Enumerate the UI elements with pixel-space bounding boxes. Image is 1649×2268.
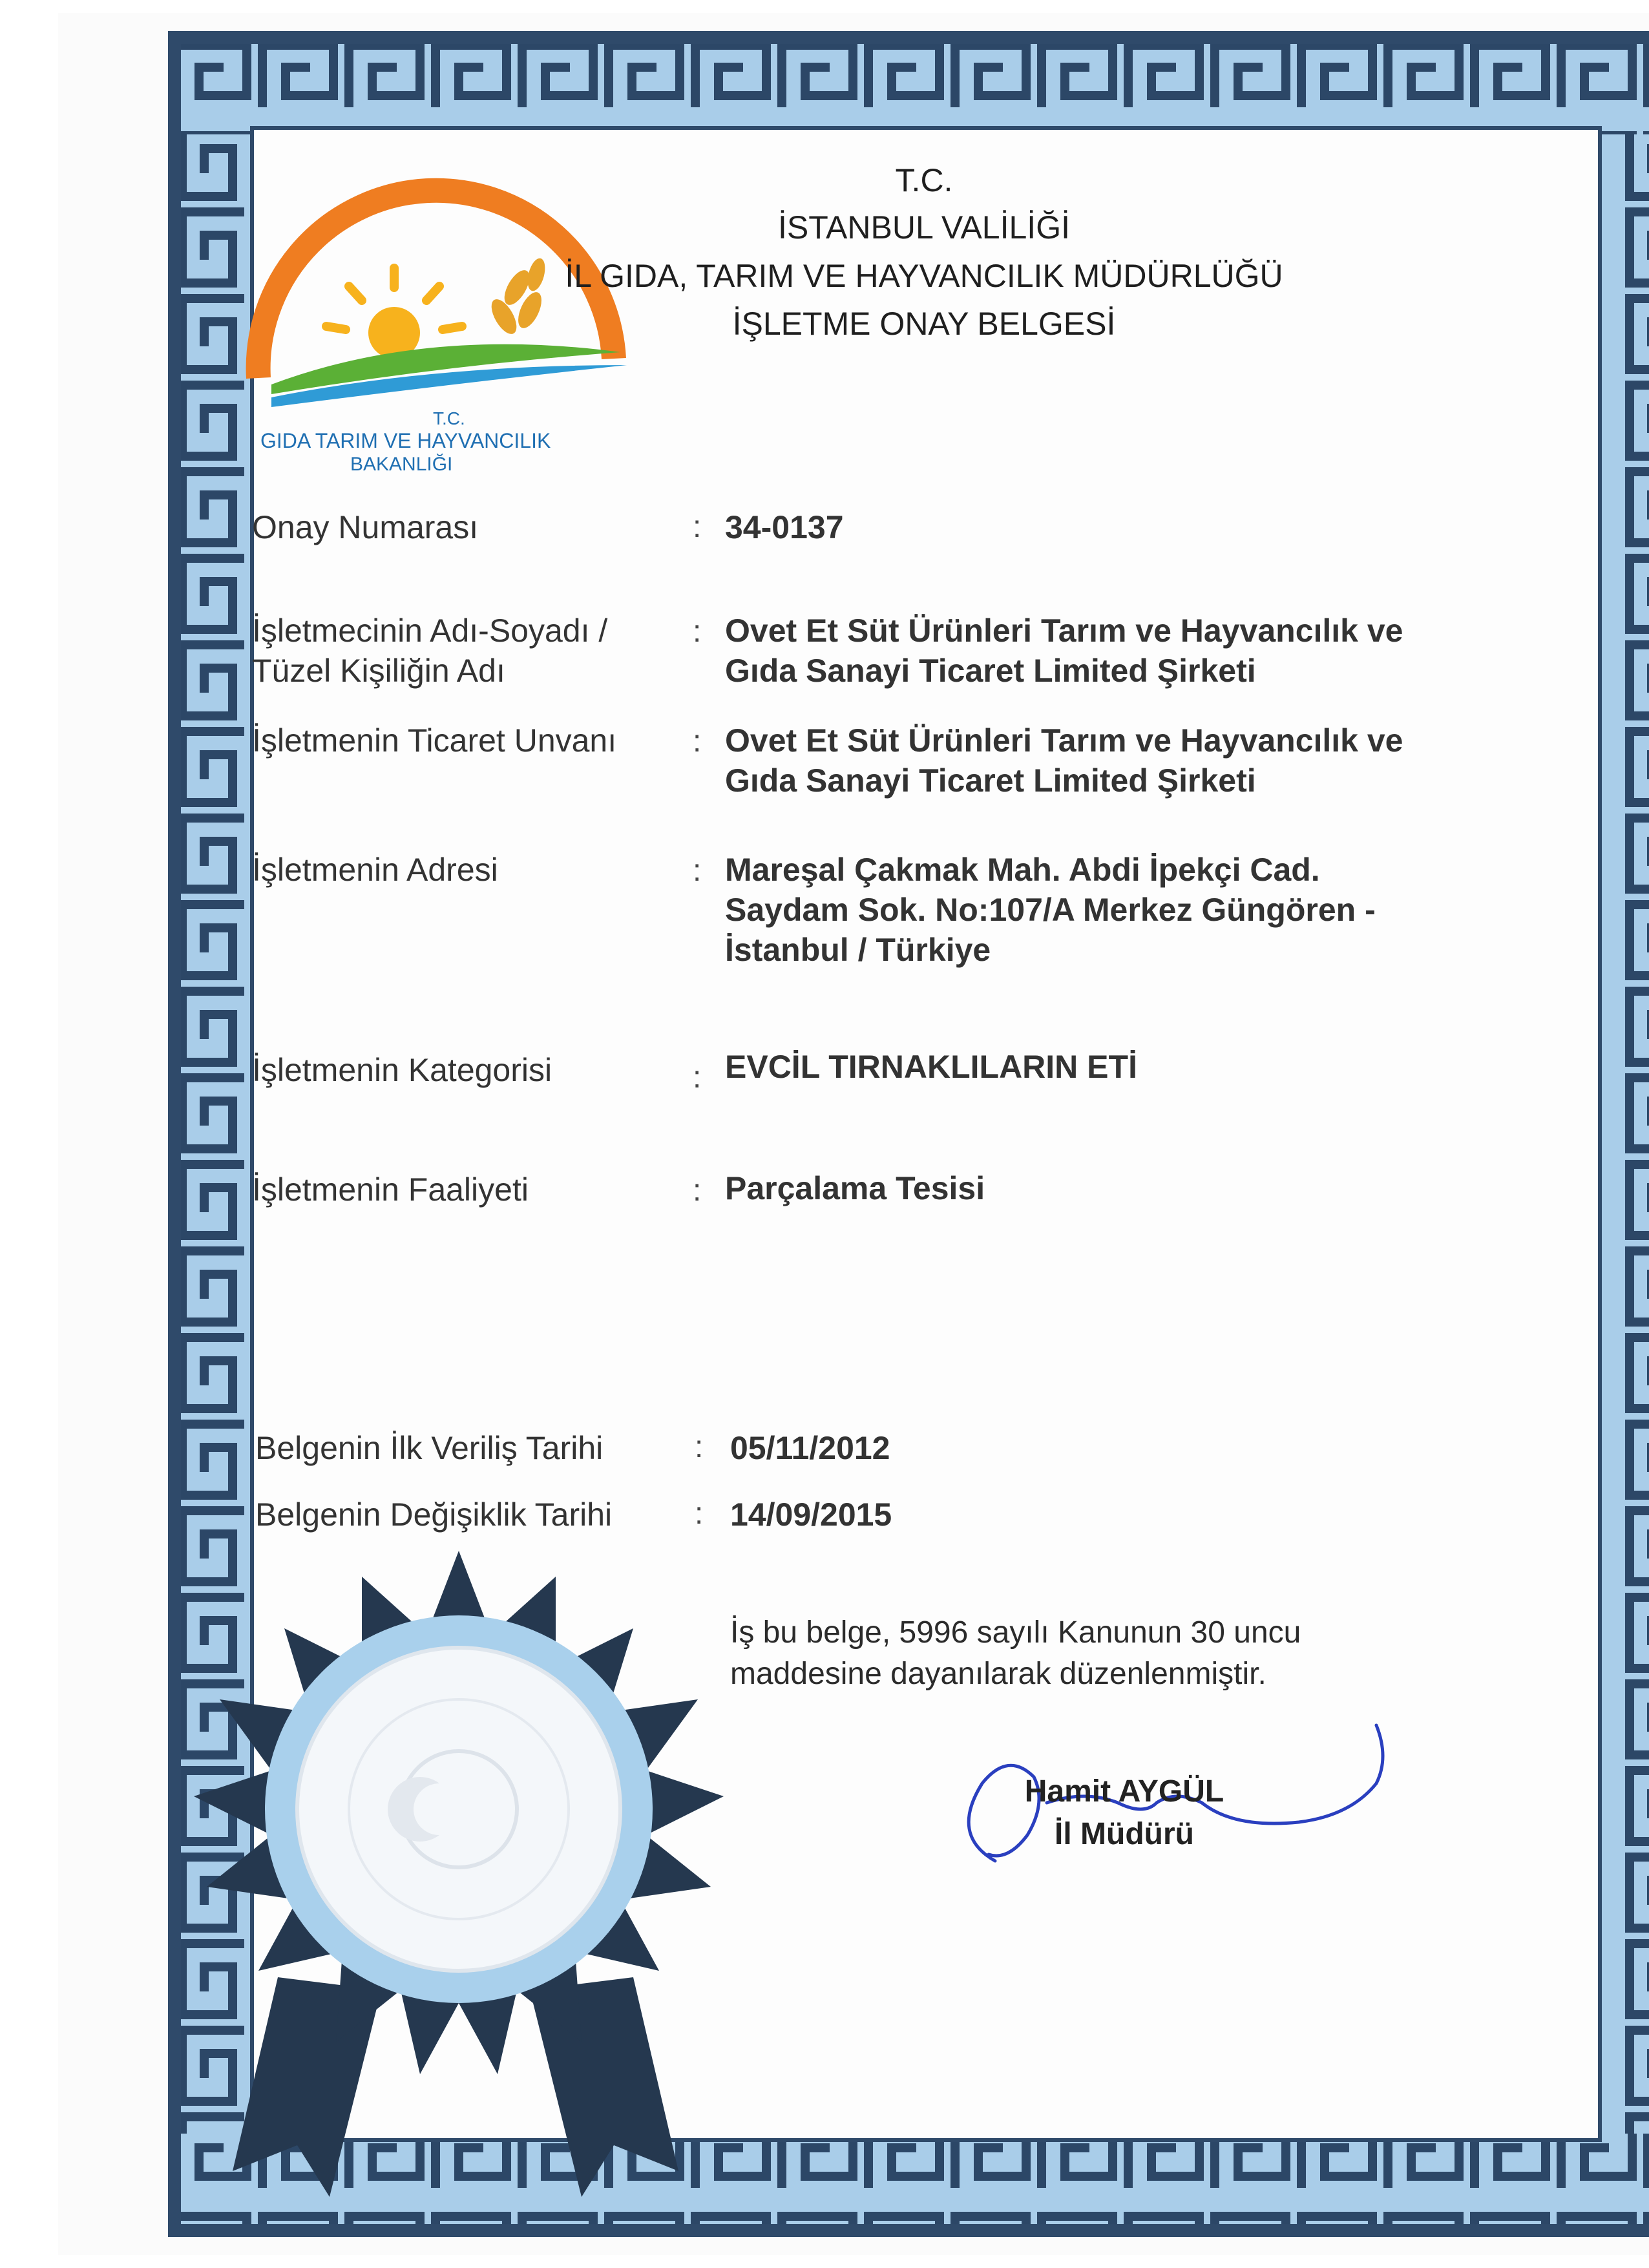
label-isletmeci-adi: İşletmecinin Adı-Soyadı / [252, 613, 608, 649]
logo-line1: GIDA TARIM VE HAYVANCILIK [260, 429, 551, 452]
header-title: İŞLETME ONAY BELGESİ [732, 306, 1116, 342]
value-isletmeci-adi: Ovet Et Süt Ürünleri Tarım ve Hayvancılık ve [725, 613, 1403, 649]
header-valilik: İSTANBUL VALİLİĞİ [777, 209, 1070, 246]
label-ticaret-unvani: İşletmenin Ticaret Unvanı [252, 722, 617, 759]
value-adres-3: İstanbul / Türkiye [725, 932, 991, 968]
colon: : [695, 1496, 704, 1531]
value-adres-2: Saydam Sok. No:107/A Merkez Güngören - [725, 892, 1376, 928]
value-onay-numarasi: 34-0137 [725, 509, 844, 545]
value-ilk-verilis: 05/11/2012 [730, 1430, 890, 1466]
signatory-title: İl Müdürü [1055, 1817, 1194, 1851]
value-isletmeci-adi-2: Gıda Sanayi Ticaret Limited Şirketi [725, 653, 1256, 689]
signatory-name: Hamit AYGÜL [1024, 1774, 1224, 1809]
document-sheet [58, 13, 1649, 2255]
colon: : [693, 854, 702, 888]
colon: : [693, 510, 702, 544]
colon: : [693, 614, 702, 649]
colon: : [695, 1430, 704, 1464]
label-kategori: İşletmenin Kategorisi [252, 1052, 552, 1088]
value-degisiklik: 14/09/2015 [730, 1496, 892, 1533]
colon: : [693, 724, 702, 759]
legal-note-2: maddesine dayanılarak düzenlenmiştir. [730, 1657, 1266, 1691]
label-isletmeci-adi-2: Tüzel Kişiliğin Adı [252, 653, 505, 689]
header-mudurluk: İL GIDA, TARIM VE HAYVANCILIK MÜDÜRLÜĞÜ [565, 258, 1283, 294]
logo-line2: BAKANLIĞI [350, 454, 453, 475]
logo-tc: T.C. [433, 408, 465, 428]
rosette-seal [168, 1525, 750, 2255]
label-adres: İşletmenin Adresi [252, 852, 498, 888]
label-ilk-verilis: Belgenin İlk Veriliş Tarihi [255, 1430, 604, 1466]
label-faaliyet: İşletmenin Faaliyeti [252, 1171, 529, 1208]
value-kategori: EVCİL TIRNAKLILARIN ETİ [725, 1049, 1137, 1085]
label-onay-numarasi: Onay Numarası [252, 509, 479, 545]
value-ticaret-unvani: Ovet Et Süt Ürünleri Tarım ve Hayvancılık ve [725, 722, 1403, 759]
colon: : [693, 1173, 702, 1208]
header-tc: T.C. [895, 162, 953, 198]
value-faaliyet: Parçalama Tesisi [725, 1170, 985, 1206]
legal-note-1: İş bu belge, 5996 sayılı Kanunun 30 uncu [730, 1615, 1301, 1650]
value-adres-1: Mareşal Çakmak Mah. Abdi İpekçi Cad. [725, 852, 1320, 888]
label-degisiklik: Belgenin Değişiklik Tarihi [255, 1496, 613, 1533]
value-ticaret-unvani-2: Gıda Sanayi Ticaret Limited Şirketi [725, 762, 1256, 799]
colon: : [693, 1060, 702, 1095]
